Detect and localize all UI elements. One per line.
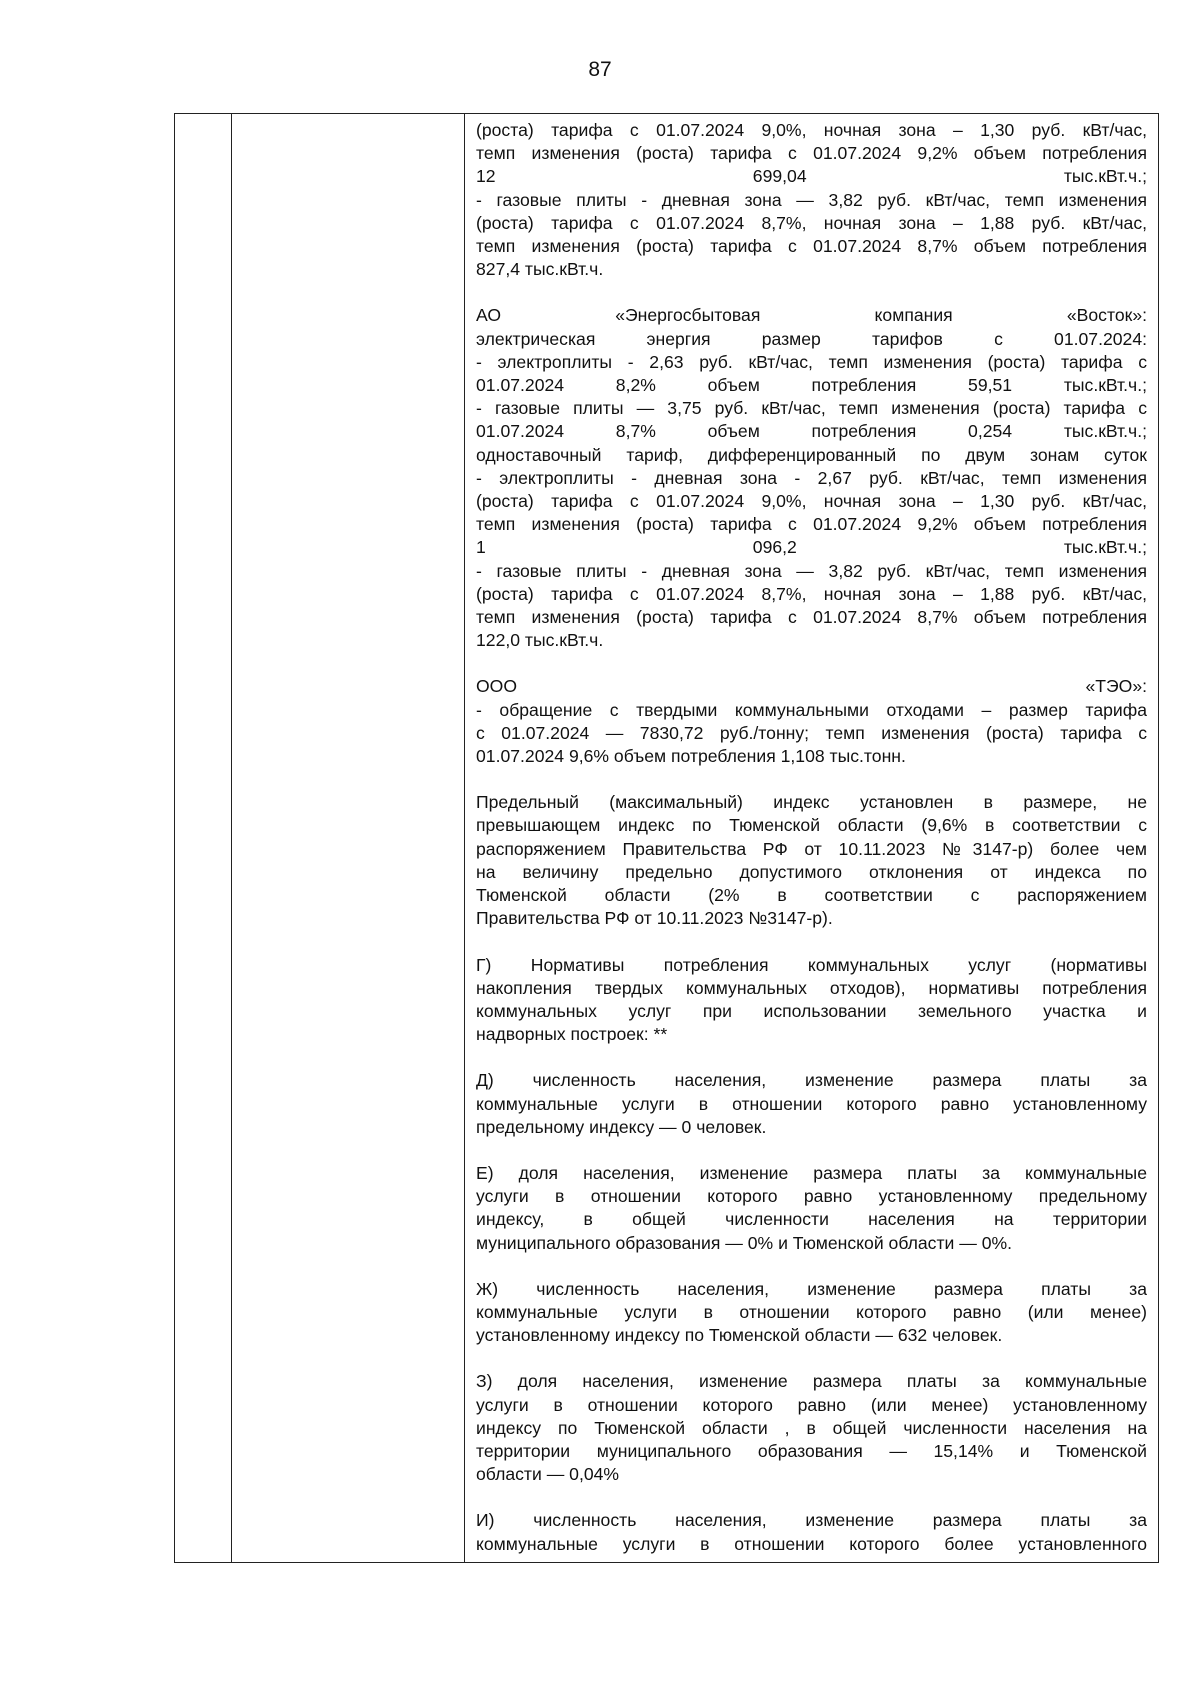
paragraph <box>476 1278 1147 1348</box>
text-line: индексу по Тюменской области , в общей численности населения на <box>476 1417 1147 1438</box>
text-line: (роста) тарифа с 01.07.2024 9,0%, ночная зона – 1,30 руб. кВт/час, <box>476 120 1147 140</box>
text-line: 01.07.2024 9,6% объем потребления 1,108 тыс.тонн. <box>476 746 906 767</box>
text-line: на величину предельно допустимого отклонения от индекса по <box>476 861 1147 882</box>
text-line: 827,4 тыс.кВт.ч. <box>476 259 604 280</box>
paragraph <box>476 1370 1147 1486</box>
text-line: превышающем индекс по Тюменской области (9,6% в соответствии с <box>476 815 1147 836</box>
paragraph <box>476 119 1147 281</box>
text-line: услуги в отношении которого равно установленному предельному <box>476 1186 1147 1207</box>
text-line: Предельный (максимальный) индекс установлен в размере, не <box>476 792 1147 813</box>
text-line: распоряжением Правительства РФ от 10.11.2023 №3147-р) более чем <box>476 838 1147 859</box>
text-line: накопления твердых коммунальных отходов), нормативы потребления <box>476 977 1147 998</box>
text-line: 122,0 тыс.кВт.ч. <box>476 630 604 651</box>
paragraph <box>476 791 1147 930</box>
text-line: темп изменения (роста) тарифа с 01.07.2024 9,2% объем потребления <box>476 514 1147 535</box>
paragraph <box>476 954 1147 1047</box>
text-line: темп изменения (роста) тарифа с 01.07.2024 9,2% объем потребления <box>476 143 1147 164</box>
paragraph <box>476 675 1147 768</box>
text-line: Ж) численность населения, изменение размера платы за <box>476 1278 1147 1299</box>
text-line: индексу, в общей численности населения на территории <box>476 1209 1147 1230</box>
text-line: - газовые плиты — 3,75 руб. кВт/час, темп изменения (роста) тарифа с <box>476 398 1147 419</box>
text-line: Тюменской области (2% в соответствии с распоряжением <box>476 885 1147 906</box>
text-line: 12 699,04 тыс.кВт.ч.; <box>476 166 1147 187</box>
text-line: 1 096,2 тыс.кВт.ч.; <box>476 537 1147 558</box>
text-line: коммунальные услуги в отношении которого более установленного <box>476 1533 1147 1554</box>
text-line: - газовые плиты - дневная зона — 3,82 руб. кВт/час, темп изменения <box>476 189 1147 210</box>
text-line: услуги в отношении которого равно (или менее) установленному <box>476 1394 1147 1415</box>
text-line: Правительства РФ от 10.11.2023 №3147-р). <box>476 908 833 929</box>
text-line: Е) доля населения, изменение размера платы за коммунальные <box>476 1162 1147 1183</box>
text-line: предельному индексу — 0 человек. <box>476 1116 767 1137</box>
text-line: одноставочный тариф, дифференцированный по двум зонам суток <box>476 444 1147 465</box>
paragraph <box>476 1509 1147 1555</box>
text-line: коммунальные услуги в отношении которого равно установленному <box>476 1093 1147 1114</box>
text-line: коммунальных услуг при использовании земельного участка и <box>476 1000 1147 1021</box>
text-line: 01.07.2024 8,2% объем потребления 59,51 тыс.кВт.ч.; <box>476 375 1147 396</box>
text-line: - электроплиты - дневная зона - 2,67 руб. кВт/час, темп изменения <box>476 467 1147 488</box>
page-number: 87 <box>588 58 612 81</box>
text-line: (роста) тарифа с 01.07.2024 8,7%, ночная зона – 1,88 руб. кВт/час, <box>476 583 1147 604</box>
text-line: - газовые плиты - дневная зона — 3,82 руб. кВт/час, темп изменения <box>476 560 1147 581</box>
table-column-content <box>465 114 1158 1562</box>
text-line: З) доля населения, изменение размера платы за коммунальные <box>476 1371 1147 1392</box>
text-line: И) численность населения, изменение размера платы за <box>476 1510 1147 1531</box>
paragraph <box>476 1069 1147 1139</box>
text-line: территории муниципального образования — 15,14% и Тюменской <box>476 1440 1147 1461</box>
text-line: ООО «ТЭО»: <box>476 676 1147 697</box>
text-line: (роста) тарифа с 01.07.2024 9,0%, ночная зона – 1,30 руб. кВт/час, <box>476 491 1147 512</box>
text-line: с 01.07.2024 — 7830,72 руб./тонну; темп изменения (роста) тарифа с <box>476 722 1147 743</box>
text-line: АО «Энергосбытовая компания «Восток»: <box>476 305 1147 326</box>
text-line: - обращение с твердыми коммунальными отходами – размер тарифа <box>476 699 1147 720</box>
text-line: области — 0,04% <box>476 1464 620 1485</box>
document-table <box>174 113 1159 1563</box>
text-line: коммунальные услуги в отношении которого равно (или менее) <box>476 1301 1147 1322</box>
text-line: электрическая энергия размер тарифов с 01.07.2024: <box>476 328 1147 349</box>
text-line: темп изменения (роста) тарифа с 01.07.2024 8,7% объем потребления <box>476 607 1147 628</box>
text-line: (роста) тарифа с 01.07.2024 8,7%, ночная зона – 1,88 руб. кВт/час, <box>476 212 1147 233</box>
text-line: 01.07.2024 8,7% объем потребления 0,254 тыс.кВт.ч.; <box>476 421 1147 442</box>
text-line: - электроплиты - 2,63 руб. кВт/час, темп изменения (роста) тарифа с <box>476 351 1147 372</box>
text-line: муниципального образования — 0% и Тюменской области — 0%. <box>476 1232 1013 1253</box>
paragraph <box>476 304 1147 652</box>
text-line: надворных построек: ** <box>476 1024 668 1045</box>
table-column-number <box>175 114 232 1562</box>
text-line: Г) Нормативы потребления коммунальных услуг (нормативы <box>476 954 1147 975</box>
text-line: установленному индексу по Тюменской области — 632 человек. <box>476 1325 1003 1346</box>
paragraph <box>476 1162 1147 1255</box>
text-line: Д) численность населения, изменение размера платы за <box>476 1070 1147 1091</box>
text-line: темп изменения (роста) тарифа с 01.07.2024 8,7% объем потребления <box>476 236 1147 257</box>
table-column-name <box>232 114 465 1562</box>
